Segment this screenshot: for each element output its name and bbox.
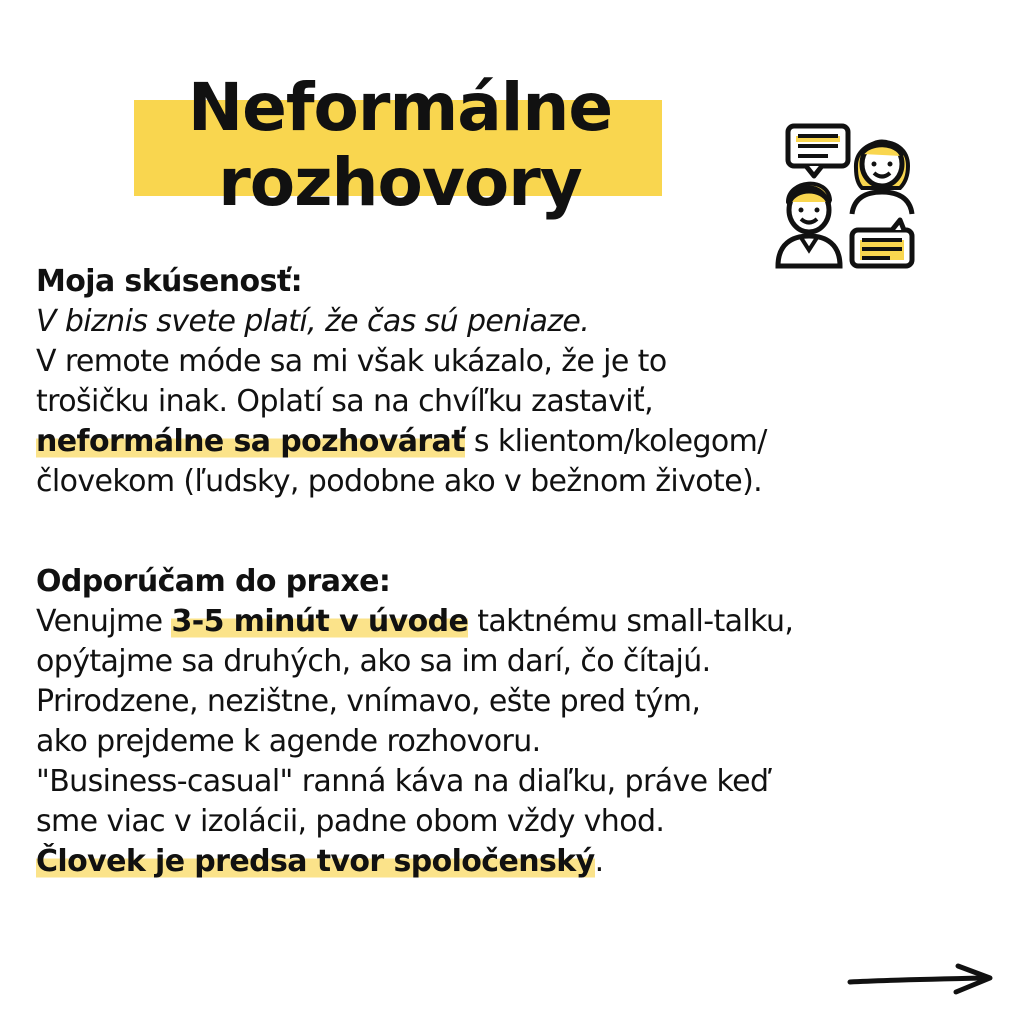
- section-recommend-line-5: "Business-casual" ranná káva na diaľku, práve keď: [36, 764, 769, 799]
- section-recommend-line-1-start: Venujme: [36, 604, 172, 639]
- section-recommend-line-4: ako prejdeme k agende rozhovoru.: [36, 724, 541, 759]
- title-line-2: rozhovory: [218, 144, 582, 221]
- section-recommend-line-2: opýtajme sa druhých, ako sa im darí, čo čítajú.: [36, 644, 711, 679]
- section-spacer: [36, 502, 996, 562]
- section-experience-line-3-rest: s klientom/kolegom/: [464, 424, 767, 459]
- highlight-informal-talk: neformálne sa pozhovárať: [36, 424, 465, 459]
- section-recommend-heading: Odporúčam do praxe:: [36, 564, 391, 599]
- section-recommend-line-3: Prirodzene, nezištne, vnímavo, ešte pred tým,: [36, 684, 701, 719]
- section-recommend-line-1: [36, 602, 996, 642]
- section-recommend-line-7-end: .: [594, 844, 604, 879]
- title-block: [0, 70, 800, 230]
- section-experience-line-2: trošičku inak. Oplatí sa na chvíľku zastaviť,: [36, 384, 654, 419]
- section-experience-line-3: [36, 422, 996, 462]
- people-chat-icon: [770, 118, 930, 278]
- title-line-1: Neformálne: [187, 69, 613, 146]
- highlight-minutes: 3-5 minút v úvode: [171, 604, 469, 639]
- section-experience-quote: V biznis svete platí, že čas sú peniaze.: [36, 304, 590, 339]
- section-experience-heading: Moja skúsenosť:: [36, 264, 302, 299]
- section-recommend-line-1-rest: taktnému small-talku,: [468, 604, 794, 639]
- highlight-social-being: Človek je predsa tvor spoločenský: [36, 844, 595, 879]
- arrow-right-icon[interactable]: [846, 960, 996, 1000]
- page-title: [0, 70, 800, 220]
- section-experience-line-1: V remote móde sa mi však ukázalo, že je to: [36, 344, 667, 379]
- content-body: [36, 262, 996, 882]
- section-experience-line-4: človekom (ľudsky, podobne ako v bežnom živote).: [36, 464, 763, 499]
- section-recommend-line-7: [36, 842, 996, 882]
- section-recommend-line-6: sme viac v izolácii, padne obom vždy vhod.: [36, 804, 665, 839]
